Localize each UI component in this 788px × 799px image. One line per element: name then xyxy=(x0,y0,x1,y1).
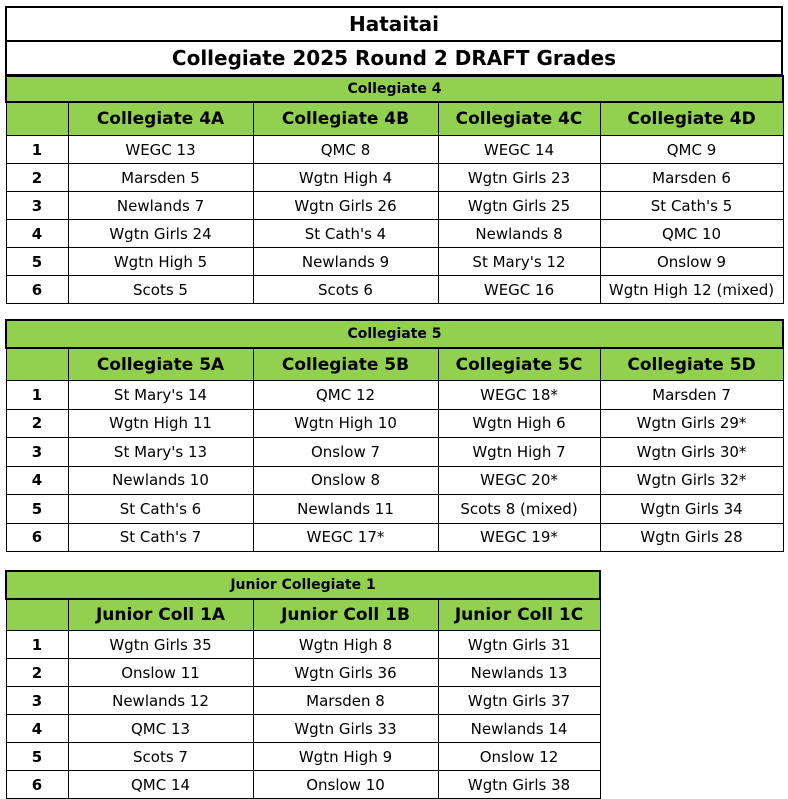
team-cell: QMC 13 xyxy=(68,715,253,743)
team-cell: WEGC 18* xyxy=(438,381,600,410)
team-cell: St Mary's 14 xyxy=(68,381,253,410)
team-cell: WEGC 13 xyxy=(68,136,253,164)
team-cell: Onslow 8 xyxy=(253,466,438,495)
row-number: 4 xyxy=(6,466,68,495)
corner-cell xyxy=(6,599,68,631)
grade-table xyxy=(5,570,601,799)
table-row xyxy=(6,659,600,687)
team-cell: Wgtn High 7 xyxy=(438,438,600,467)
row-number: 5 xyxy=(6,743,68,771)
table-row xyxy=(6,381,783,410)
corner-cell xyxy=(6,348,68,381)
team-cell: WEGC 16 xyxy=(438,276,600,304)
row-number: 5 xyxy=(6,248,68,276)
row-number: 3 xyxy=(6,192,68,220)
column-header: Collegiate 4A xyxy=(68,102,253,136)
column-header: Collegiate 4D xyxy=(600,102,783,136)
team-cell: Wgtn Girls 30* xyxy=(600,438,783,467)
row-number: 3 xyxy=(6,438,68,467)
table-row xyxy=(6,438,783,467)
title-table xyxy=(5,6,783,76)
team-cell: Wgtn Girls 38 xyxy=(438,771,600,799)
team-cell: WEGC 20* xyxy=(438,466,600,495)
table-row xyxy=(6,631,600,659)
team-cell: St Cath's 7 xyxy=(68,523,253,552)
table-row xyxy=(6,715,600,743)
row-number: 2 xyxy=(6,164,68,192)
team-cell: St Cath's 5 xyxy=(600,192,783,220)
team-cell: Wgtn High 6 xyxy=(438,409,600,438)
team-cell: Onslow 10 xyxy=(253,771,438,799)
team-cell: WEGC 17* xyxy=(253,523,438,552)
team-cell: Wgtn High 5 xyxy=(68,248,253,276)
team-cell: Newlands 11 xyxy=(253,495,438,524)
row-number: 2 xyxy=(6,659,68,687)
row-number: 3 xyxy=(6,687,68,715)
team-cell: Wgtn High 12 (mixed) xyxy=(600,276,783,304)
team-cell: Wgtn Girls 29* xyxy=(600,409,783,438)
table-row xyxy=(6,466,783,495)
column-header: Collegiate 5D xyxy=(600,348,783,381)
row-number: 5 xyxy=(6,495,68,524)
table-row xyxy=(6,523,783,552)
section-title: Collegiate 5 xyxy=(6,320,783,348)
team-cell: QMC 14 xyxy=(68,771,253,799)
column-header: Junior Coll 1C xyxy=(438,599,600,631)
section-title: Collegiate 4 xyxy=(6,76,783,102)
column-header: Collegiate 4C xyxy=(438,102,600,136)
team-cell: Wgtn High 4 xyxy=(253,164,438,192)
corner-cell xyxy=(6,102,68,136)
team-cell: Scots 6 xyxy=(253,276,438,304)
team-cell: Marsden 7 xyxy=(600,381,783,410)
team-cell: Marsden 5 xyxy=(68,164,253,192)
row-number: 1 xyxy=(6,631,68,659)
team-cell: Wgtn Girls 28 xyxy=(600,523,783,552)
team-cell: Onslow 9 xyxy=(600,248,783,276)
team-cell: Wgtn Girls 25 xyxy=(438,192,600,220)
team-cell: Wgtn Girls 32* xyxy=(600,466,783,495)
team-cell: Scots 8 (mixed) xyxy=(438,495,600,524)
row-number: 6 xyxy=(6,771,68,799)
team-cell: Wgtn Girls 31 xyxy=(438,631,600,659)
table-row xyxy=(6,687,600,715)
team-cell: St Mary's 12 xyxy=(438,248,600,276)
column-header: Collegiate 5B xyxy=(253,348,438,381)
team-cell: Marsden 6 xyxy=(600,164,783,192)
team-cell: Wgtn Girls 35 xyxy=(68,631,253,659)
team-cell: Newlands 7 xyxy=(68,192,253,220)
team-cell: Newlands 10 xyxy=(68,466,253,495)
team-cell: Newlands 9 xyxy=(253,248,438,276)
table-row xyxy=(6,771,600,799)
table-row xyxy=(6,495,783,524)
team-cell: St Mary's 13 xyxy=(68,438,253,467)
row-number: 6 xyxy=(6,276,68,304)
table-row xyxy=(6,743,600,771)
team-cell: St Cath's 6 xyxy=(68,495,253,524)
column-header: Collegiate 5A xyxy=(68,348,253,381)
column-header: Collegiate 4B xyxy=(253,102,438,136)
team-cell: Scots 7 xyxy=(68,743,253,771)
team-cell: QMC 12 xyxy=(253,381,438,410)
team-cell: WEGC 14 xyxy=(438,136,600,164)
column-header: Junior Coll 1A xyxy=(68,599,253,631)
column-header: Collegiate 5C xyxy=(438,348,600,381)
table-row xyxy=(6,248,783,276)
team-cell: Wgtn Girls 36 xyxy=(253,659,438,687)
grade-table xyxy=(5,75,784,304)
team-cell: Newlands 8 xyxy=(438,220,600,248)
team-cell: QMC 9 xyxy=(600,136,783,164)
team-cell: Wgtn Girls 33 xyxy=(253,715,438,743)
team-cell: Wgtn Girls 37 xyxy=(438,687,600,715)
team-cell: Newlands 12 xyxy=(68,687,253,715)
table-row xyxy=(6,192,783,220)
column-header: Junior Coll 1B xyxy=(253,599,438,631)
team-cell: Wgtn High 11 xyxy=(68,409,253,438)
team-cell: Scots 5 xyxy=(68,276,253,304)
table-row xyxy=(6,220,783,248)
team-cell: Newlands 13 xyxy=(438,659,600,687)
team-cell: Newlands 14 xyxy=(438,715,600,743)
page-title: Hataitai xyxy=(6,7,782,41)
team-cell: Wgtn Girls 26 xyxy=(253,192,438,220)
team-cell: Wgtn Girls 24 xyxy=(68,220,253,248)
table-row xyxy=(6,136,783,164)
team-cell: St Cath's 4 xyxy=(253,220,438,248)
team-cell: Onslow 7 xyxy=(253,438,438,467)
team-cell: Wgtn High 8 xyxy=(253,631,438,659)
team-cell: Wgtn Girls 34 xyxy=(600,495,783,524)
team-cell: QMC 10 xyxy=(600,220,783,248)
page-subtitle: Collegiate 2025 Round 2 DRAFT Grades xyxy=(6,41,782,75)
team-cell: Wgtn High 10 xyxy=(253,409,438,438)
row-number: 1 xyxy=(6,381,68,410)
row-number: 6 xyxy=(6,523,68,552)
section-title: Junior Collegiate 1 xyxy=(6,571,600,599)
team-cell: QMC 8 xyxy=(253,136,438,164)
grade-table xyxy=(5,319,784,552)
team-cell: WEGC 19* xyxy=(438,523,600,552)
row-number: 2 xyxy=(6,409,68,438)
row-number: 4 xyxy=(6,715,68,743)
table-row xyxy=(6,164,783,192)
table-row xyxy=(6,276,783,304)
team-cell: Wgtn High 9 xyxy=(253,743,438,771)
team-cell: Marsden 8 xyxy=(253,687,438,715)
row-number: 4 xyxy=(6,220,68,248)
team-cell: Onslow 11 xyxy=(68,659,253,687)
team-cell: Wgtn Girls 23 xyxy=(438,164,600,192)
team-cell: Onslow 12 xyxy=(438,743,600,771)
table-row xyxy=(6,409,783,438)
row-number: 1 xyxy=(6,136,68,164)
